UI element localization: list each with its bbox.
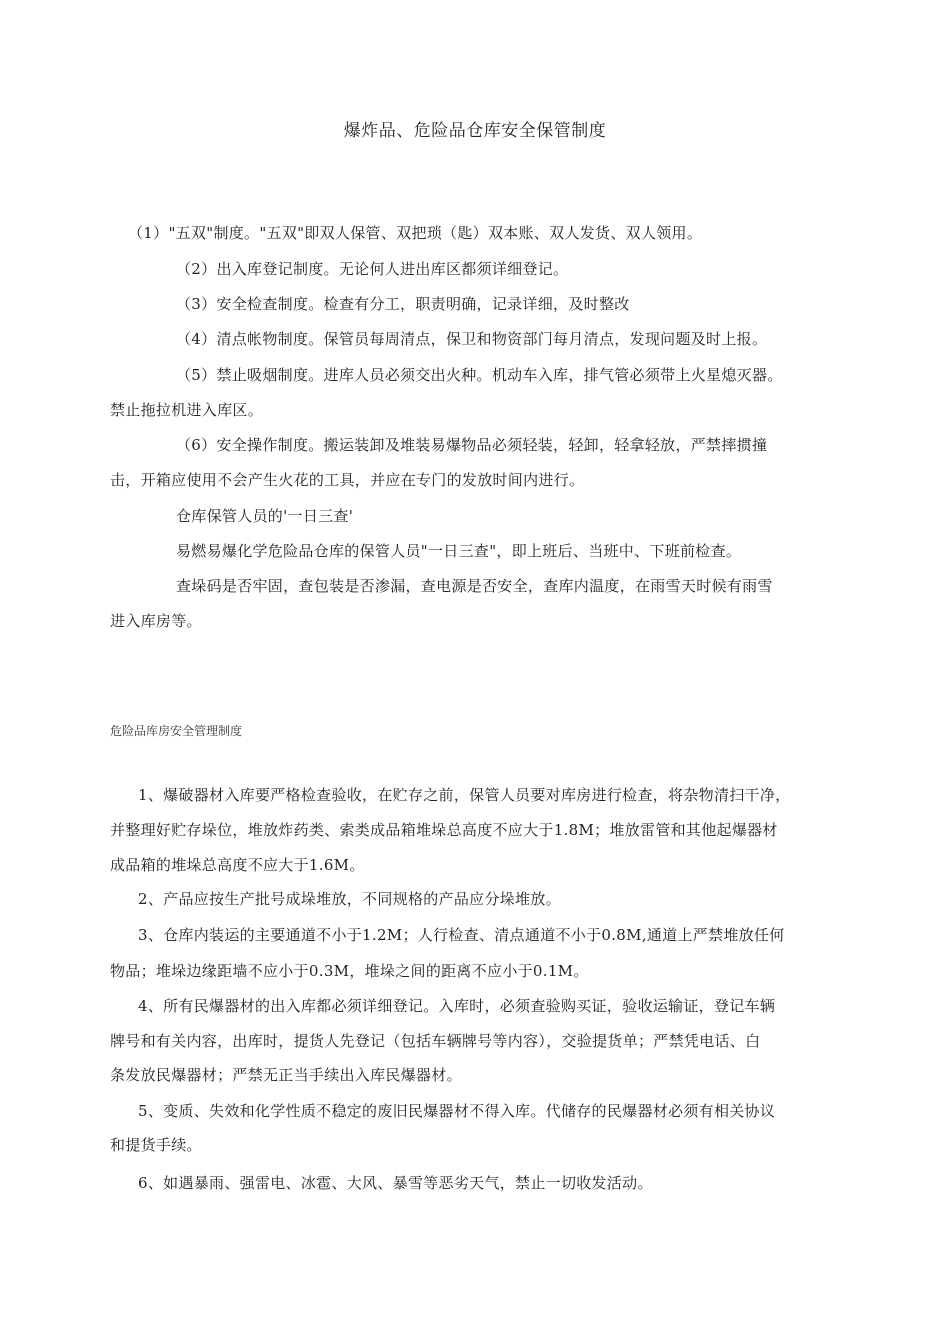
rule-line: 禁止拖拉机进入库区。 <box>110 401 264 419</box>
rule-line: 6、如遇暴雨、强雷电、冰雹、大风、暴雪等恶劣天气，禁止一切收发活动。 <box>138 1174 653 1192</box>
rule-line: 5、变质、失效和化学性质不稳定的废旧民爆器材不得入库。代储存的民爆器材必须有相关协议 <box>138 1102 776 1120</box>
rule-line: 物品；堆垛边缘距墙不应小于0.3M，堆垛之间的距离不应小于0.1M。 <box>110 962 589 980</box>
rule-line: 牌号和有关内容，出库时，提货人先登记（包括车辆牌号等内容），交验提货单；严禁凭电话、白 <box>110 1032 761 1050</box>
rule-line: 成品箱的堆垛总高度不应大于1.6M。 <box>110 856 365 874</box>
rule-line: 查垛码是否牢固，查包装是否渗漏，查电源是否安全，查库内温度，在雨雪天时候有雨雪 <box>176 577 773 595</box>
rule-line: 3、仓库内装运的主要通道不小于1.2M；人行检查、清点通道不小于0.8M,通道上严禁堆放任何 <box>138 926 785 944</box>
rule-line: 4、所有民爆器材的出入库都必须详细登记。入库时，必须查验购买证，验收运输证，登记车辆 <box>138 997 776 1015</box>
rule-line: （6）安全操作制度。搬运装卸及堆装易爆物品必须轻装，轻卸，轻拿轻放，严禁摔掼撞 <box>176 436 768 454</box>
rule-line: （2）出入库登记制度。无论何人进出库区都须详细登记。 <box>176 260 569 278</box>
rule-line: 1、爆破器材入库要严格检查验收，在贮存之前，保管人员要对库房进行检查，将杂物清扫干净， <box>138 786 791 804</box>
rule-line: 并整理好贮存垛位，堆放炸药类、索类成品箱堆垛总高度不应大于1.8M；堆放雷管和其他起爆器材 <box>110 821 778 839</box>
rule-line: （5）禁止吸烟制度。进库人员必须交出火种。机动车入库，排气管必须带上火星熄灭器。 <box>176 366 783 384</box>
rule-line: 击，开箱应使用不会产生火花的工具，并应在专门的发放时间内进行。 <box>110 471 585 489</box>
rule-line: 条发放民爆器材；严禁无正当手续出入库民爆器材。 <box>110 1066 462 1084</box>
document-title: 爆炸品、危险品仓库安全保管制度 <box>343 121 607 141</box>
rule-line: 进入库房等。 <box>110 612 202 630</box>
rule-line: 和提货手续。 <box>110 1136 202 1154</box>
rule-line: 易燃易爆化学危险品仓库的保管人员"一日三查"，即上班后、当班中、下班前检查。 <box>176 542 742 560</box>
rule-line: 仓库保管人员的'一日三查' <box>176 507 354 525</box>
section-heading: 危险品库房安全管理制度 <box>110 724 243 738</box>
rule-line: （4）清点帐物制度。保管员每周清点，保卫和物资部门每月清点，发现问题及时上报。 <box>176 330 768 348</box>
rule-line: （1）"五双"制度。"五双"即双人保管、双把琐（匙）双本账、双人发货、双人领用。 <box>128 224 703 242</box>
rule-line: 2、产品应按生产批号成垛堆放，不同规格的产品应分垛堆放。 <box>138 890 561 908</box>
rule-line: （3）安全检查制度。检查有分工，职责明确，记录详细，及时整改 <box>176 295 630 313</box>
